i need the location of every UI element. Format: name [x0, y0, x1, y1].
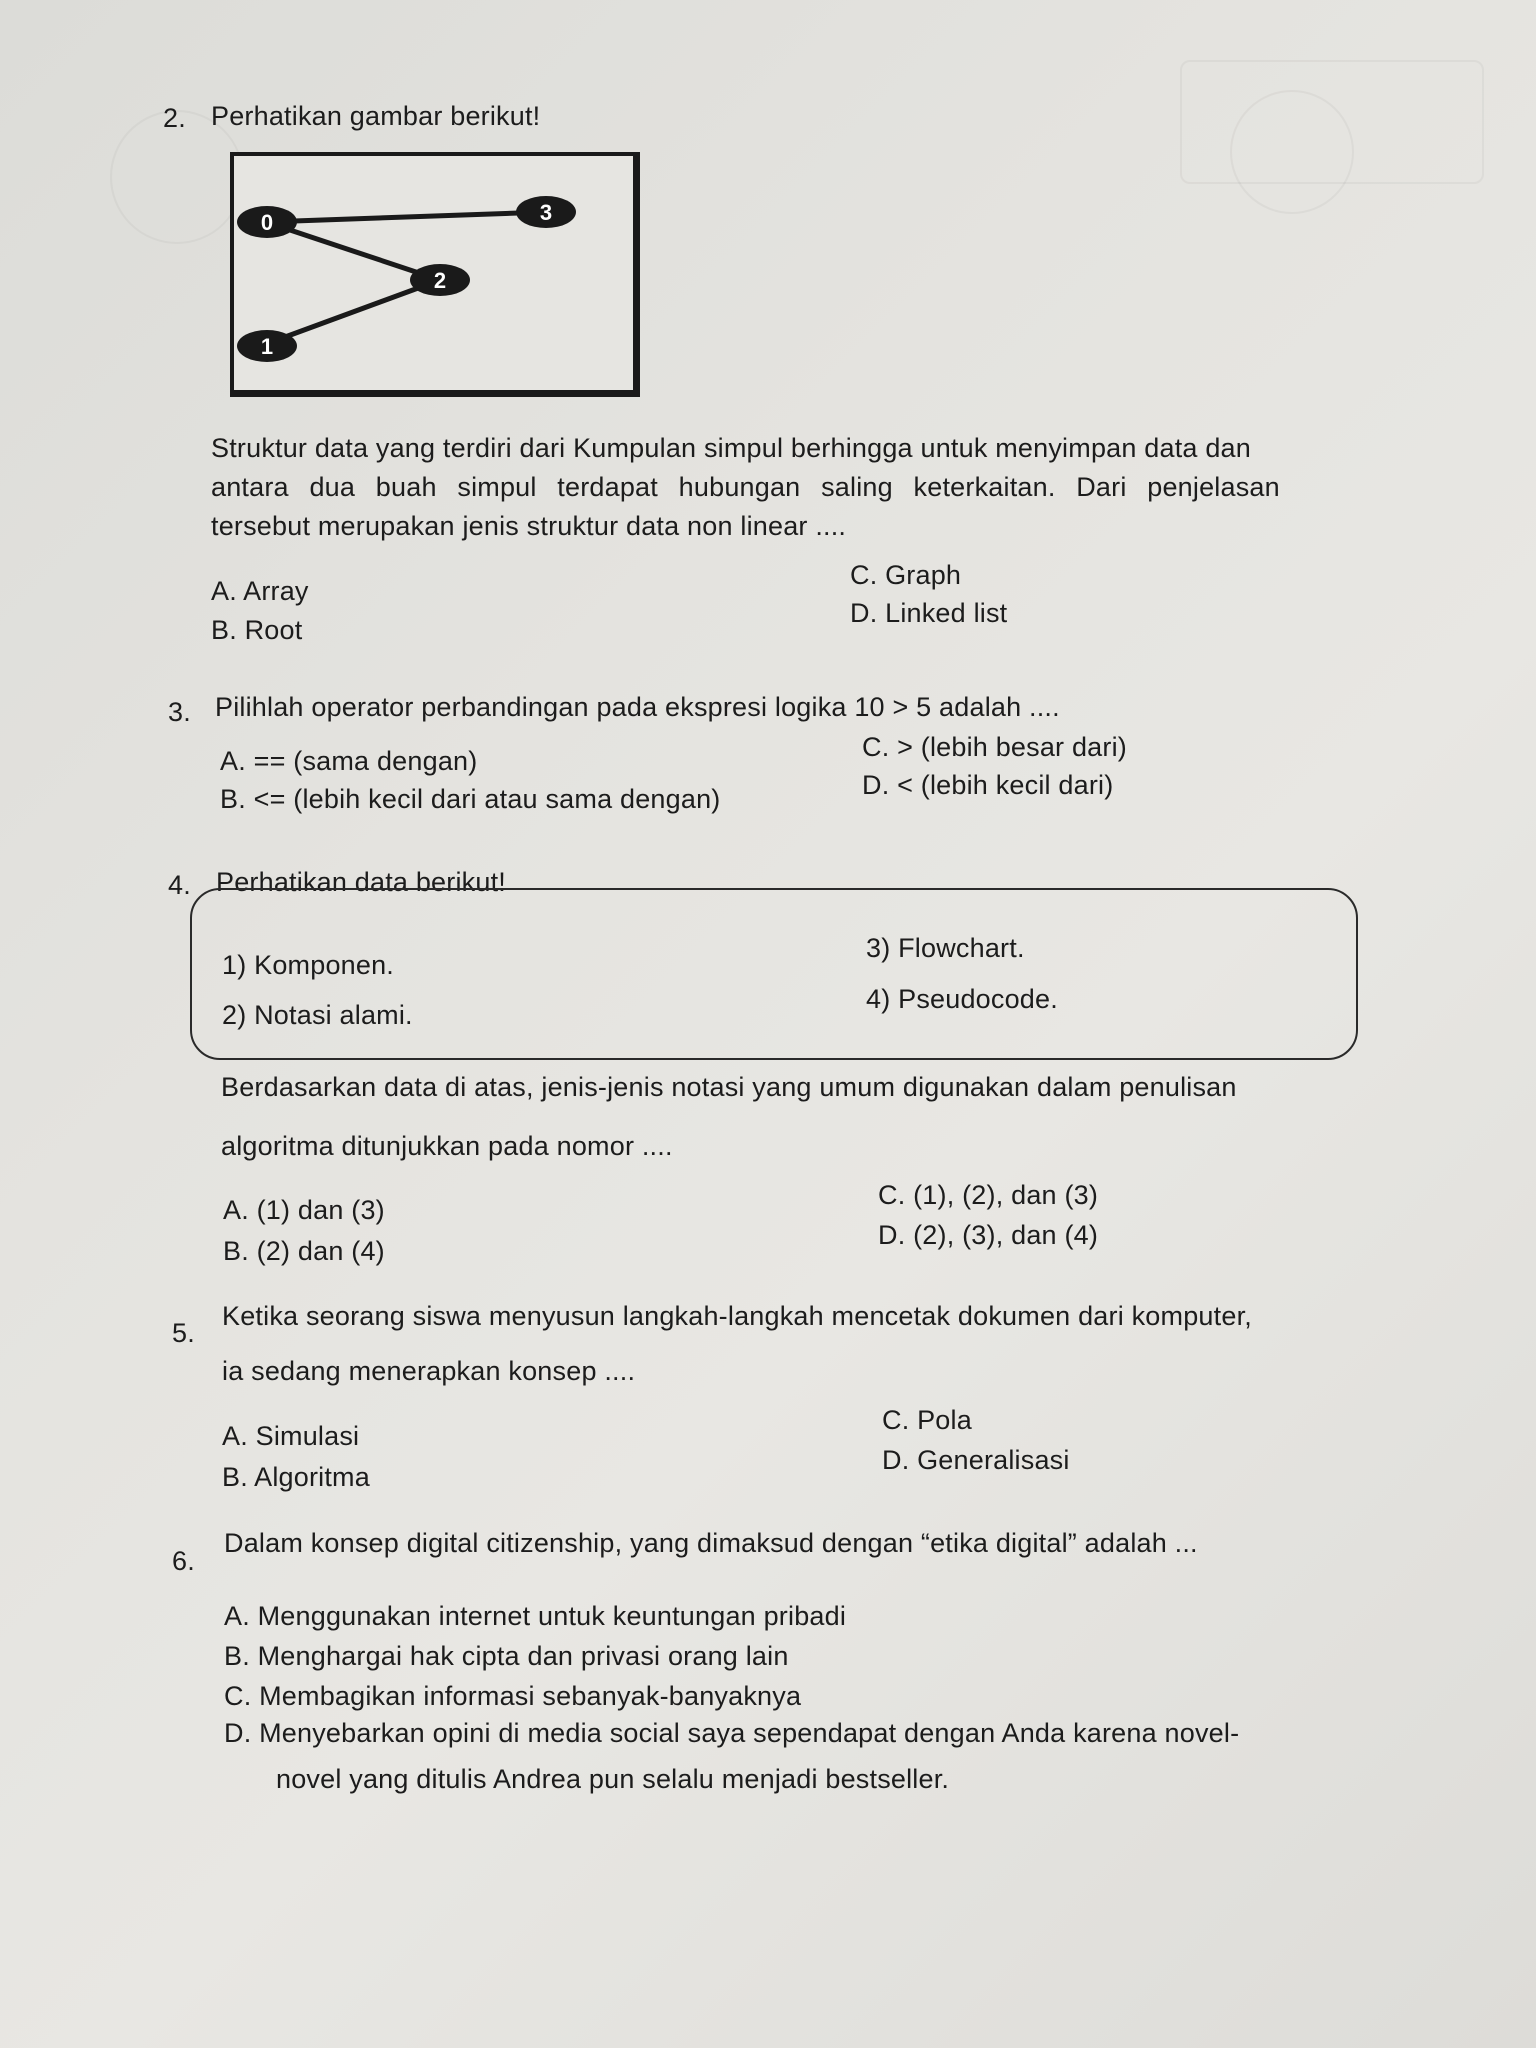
- bleed-through-circle: [1230, 90, 1354, 214]
- graph-node-1-label: 1: [260, 334, 274, 359]
- question-5-option-b: B. Algoritma: [222, 1462, 370, 1492]
- question-4-option-b: B. (2) dan (4): [223, 1236, 385, 1266]
- question-4-option-a: A. (1) dan (3): [223, 1195, 385, 1225]
- question-6-option-d-line-2: novel yang ditulis Andrea pun selalu menjadi bestseller.: [276, 1764, 950, 1794]
- question-5-option-d: D. Generalisasi: [882, 1445, 1070, 1475]
- graph-node-0-label: 0: [260, 210, 274, 235]
- data-item-3: 3) Flowchart.: [866, 933, 1025, 963]
- question-2-prompt: Perhatikan gambar berikut!: [211, 101, 541, 131]
- question-4-option-d: D. (2), (3), dan (4): [878, 1220, 1099, 1250]
- question-5-stem-line-1: Ketika seorang siswa menyusun langkah-langkah mencetak dokumen dari komputer,: [222, 1301, 1252, 1331]
- question-2-option-b: B. Root: [211, 615, 303, 645]
- question-5-number: 5.: [172, 1318, 195, 1348]
- question-5-stem-line-2: ia sedang menerapkan konsep ....: [222, 1356, 636, 1386]
- data-item-1: 1) Komponen.: [222, 950, 395, 980]
- question-2-option-c: C. Graph: [850, 560, 962, 590]
- graph-svg: [234, 156, 634, 391]
- question-6-option-d-line-1: D. Menyebarkan opini di media social saya sependapat dengan Anda karena novel-: [224, 1718, 1240, 1748]
- graph-node-2-label: 2: [433, 268, 447, 293]
- question-3-option-b: B. <= (lebih kecil dari atau sama dengan): [220, 784, 721, 814]
- question-6-stem: Dalam konsep digital citizenship, yang dimaksud dengan “etika digital” adalah ...: [224, 1528, 1198, 1558]
- question-2-stem-line-1: Struktur data yang terdiri dari Kumpulan simpul berhingga untuk menyimpan data dan: [211, 433, 1251, 463]
- question-6-option-b: B. Menghargai hak cipta dan privasi orang lain: [224, 1641, 789, 1671]
- data-item-2: 2) Notasi alami.: [222, 1000, 413, 1030]
- question-3-option-c: C. > (lebih besar dari): [862, 732, 1127, 762]
- question-6-option-a: A. Menggunakan internet untuk keuntungan pribadi: [224, 1601, 847, 1631]
- question-4-number: 4.: [168, 870, 191, 900]
- question-2-stem-line-2: antara dua buah simpul terdapat hubungan saling keterkaitan. Dari penjelasan: [211, 472, 1280, 502]
- question-2-option-d: D. Linked list: [850, 598, 1008, 628]
- graph-edge-2-1: [266, 280, 440, 344]
- graph-node-3-label: 3: [539, 200, 553, 225]
- question-6-number: 6.: [172, 1546, 195, 1576]
- question-6-option-c: C. Membagikan informasi sebanyak-banyaknya: [224, 1681, 802, 1711]
- question-4-option-c: C. (1), (2), dan (3): [878, 1180, 1099, 1210]
- question-5-option-c: C. Pola: [882, 1405, 972, 1435]
- question-3-stem: Pilihlah operator perbandingan pada ekspresi logika 10 > 5 adalah ....: [215, 692, 1060, 722]
- question-4-stem-line-2: algoritma ditunjukkan pada nomor ....: [221, 1131, 673, 1161]
- question-3-option-d: D. < (lebih kecil dari): [862, 770, 1114, 800]
- question-4-stem-line-1: Berdasarkan data di atas, jenis-jenis notasi yang umum digunakan dalam penulisan: [221, 1072, 1237, 1102]
- question-2-option-a: A. Array: [211, 576, 309, 606]
- data-item-4: 4) Pseudocode.: [866, 984, 1058, 1014]
- graph-edge-0-3: [266, 212, 546, 222]
- graph-figure: [230, 152, 640, 397]
- question-2-stem-line-3: tersebut merupakan jenis struktur data non linear ....: [211, 511, 847, 541]
- question-3-number: 3.: [168, 697, 191, 727]
- question-4-prompt: Perhatikan data berikut!: [216, 867, 506, 897]
- question-3-option-a: A. == (sama dengan): [220, 746, 478, 776]
- question-2-number: 2.: [163, 103, 186, 133]
- question-5-option-a: A. Simulasi: [222, 1421, 360, 1451]
